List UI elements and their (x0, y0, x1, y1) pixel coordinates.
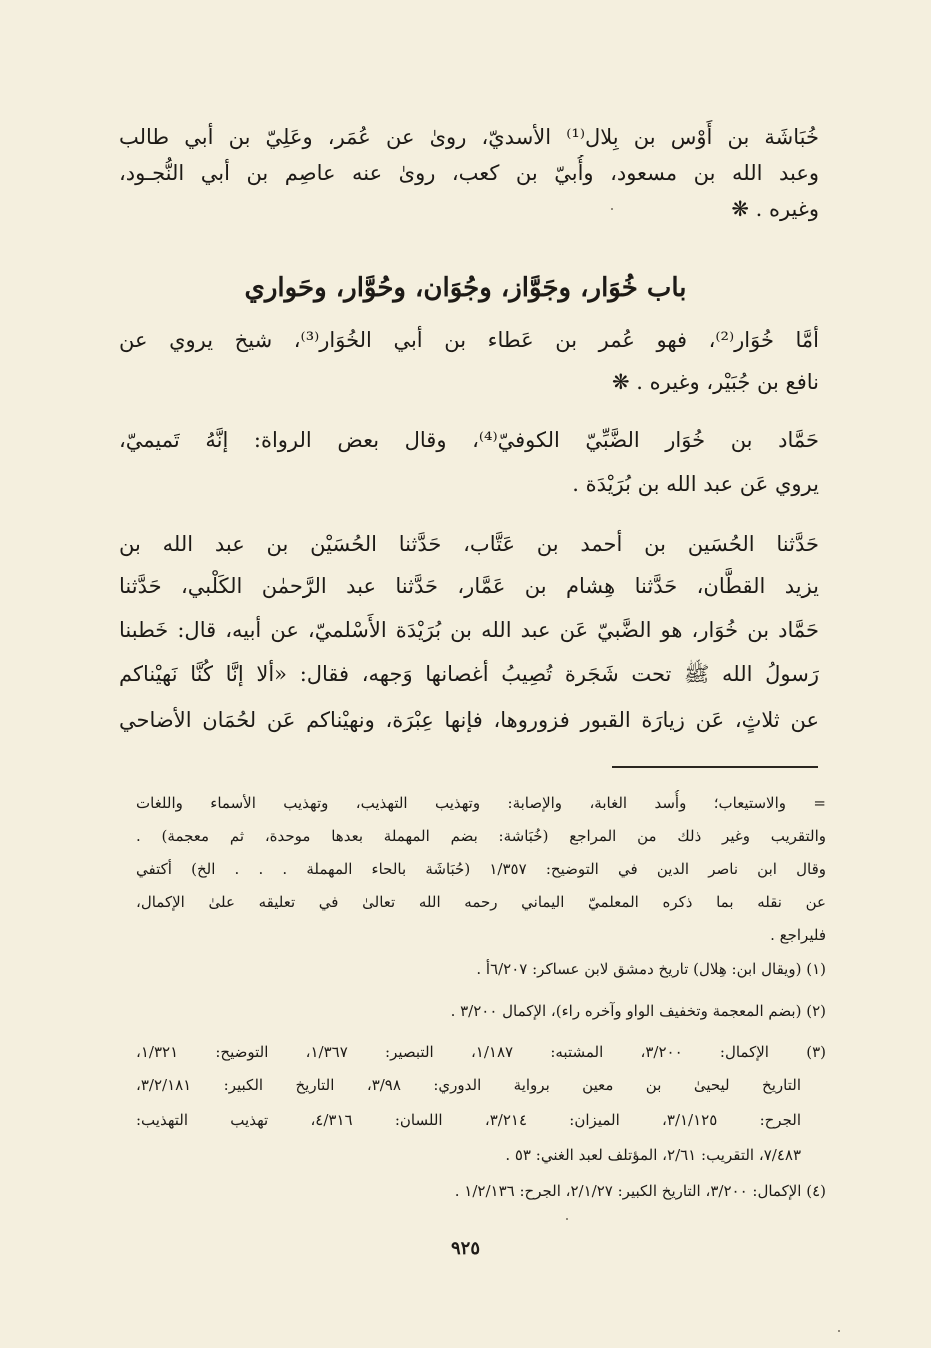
footnote-1: (١) (ويقال ابن: هِلال) تاريخ دمشق لابن عساكر: ٦/٢٠٧أ . (476, 960, 826, 978)
entry-khubasha-line-1: خُبَاشَة بن أَوْس بن بِلال⁽¹⁾ الأسديّ، روىٰ عن عُمَر، وعَلِيّ بن أبي طالب (119, 125, 819, 149)
paper-speck (611, 208, 613, 210)
paper-speck (566, 1218, 568, 1220)
section-heading: باب خُوَار، وجَوَّاز، وجُوَان، وحُوَّار، وحَواري (244, 273, 687, 303)
footnote-separator (612, 766, 818, 768)
hadith-line-2: يزيد القطَّان، حَدَّثنا هِشام بن عَمَّار، حَدَّثنا عبد الرَّحمٰن الكَلْبي، حَدَّثنا (119, 574, 819, 598)
hadith-line-4: رَسولُ الله ﷺ تحت شَجَرة تُصِيبُ أغصانها وَجهه، فقال: «ألا إنَّا كُنَّا نَهيْناكم (119, 662, 819, 686)
footnote-continuation-line-3: وقال ابن ناصر الدين في التوضيح: ١/٣٥٧ (حُبَاشَة بالحاء المهملة . . . الخ) أكتفي (136, 860, 826, 878)
page-number: ٩٢٥ (450, 1238, 480, 1259)
footnote-continuation-line-4: عن نقله بما ذكره المعلميّ اليماني رحمه الله تعالىٰ في تعليقه علىٰ الإكمال، (136, 893, 826, 911)
entry-khuwar-line-2: نافع بن جُبَيْر، وغيره . ❋ (611, 370, 819, 394)
footnote-4: (٤) الإكمال: ٣/٢٠٠، التاريخ الكبير: ٢/١/٢٧، الجرح: ١/٢/١٣٦ . (454, 1182, 826, 1200)
footnote-continuation-line-2: والتقريب وغير ذلك من المراجع (خُبَاشة: بضم المهملة بعدها موحدة، ثم معجمة) . (136, 827, 826, 845)
entry-hammad-line-1: حَمَّاد بن خُوَار الضَّبِّيّ الكوفيّ⁽⁴⁾، وقال بعض الرواة: إنَّهُ تَميميّ، (119, 428, 819, 452)
footnote-2: (٢) (بضم المعجمة وتخفيف الواو وآخره راء)، الإكمال ٣/٢٠٠ . (450, 1002, 826, 1020)
entry-khubasha-line-2: وعبد الله بن مسعود، وأُبيّ بن كعب، روىٰ عنه عاصِم بن أبي النُّجـود، (119, 161, 819, 185)
footnote-3-line-2: التاريخ ليحيىٰ بن معين برواية الدوري: ٣/٩٨، التاريخ الكبير: ٣/٢/١٨١، (136, 1076, 801, 1094)
footnote-3-line-4: ٧/٤٨٣، التقريب: ٢/٦١، المؤتلف لعبد الغني: ٥٣ . (505, 1146, 801, 1164)
hadith-line-1: حَدَّثنا الحُسَين بن أحمد بن عَتَّاب، حَدَّثنا الحُسَيْن بن عبد الله بن (119, 532, 819, 556)
footnote-3-line-3: الجرح: ٣/١/١٢٥، الميزان: ٣/٢١٤، اللسان: ٤/٣١٦، تهذيب التهذيب: (136, 1111, 801, 1129)
footnote-continuation-line-5: فليراجع . (770, 926, 826, 944)
hadith-line-3: حَمَّاد بن خُوَار، هو الضَّبيّ عَن عبد الله بن بُرَيْدَة الأَسْلميّ، عن أبيه، قال: خَطبنا (119, 618, 819, 642)
footnote-3-line-1: (٣) الإكمال: ٣/٢٠٠، المشتبه: ١/١٨٧، التبصير: ١/٣٦٧، التوضيح: ١/٣٢١، (136, 1043, 826, 1061)
entry-khubasha-line-3: وغيره . ❋ (731, 197, 819, 221)
entry-hammad-line-2: يروي عَن عبد الله بن بُرَيْدَة . (572, 472, 819, 496)
hadith-line-5: عن ثلاثٍ، عَن زيارَة القبور فزوروها، فإنها عِبْرَة، ونهيْناكم عَن لحُمَان الأضاحي (119, 708, 819, 732)
paper-speck (838, 1330, 840, 1332)
entry-khuwar-line-1: أمَّا خُوَار⁽²⁾، فهو عُمر بن عَطاء بن أبي الخُوَار⁽³⁾، شيخ يروي عن (119, 328, 819, 352)
footnote-continuation-line-1: = والاستيعاب؛ وأُسد الغابة، والإصابة: وتهذيب التهذيب، وتهذيب الأسماء واللغات (136, 794, 826, 812)
